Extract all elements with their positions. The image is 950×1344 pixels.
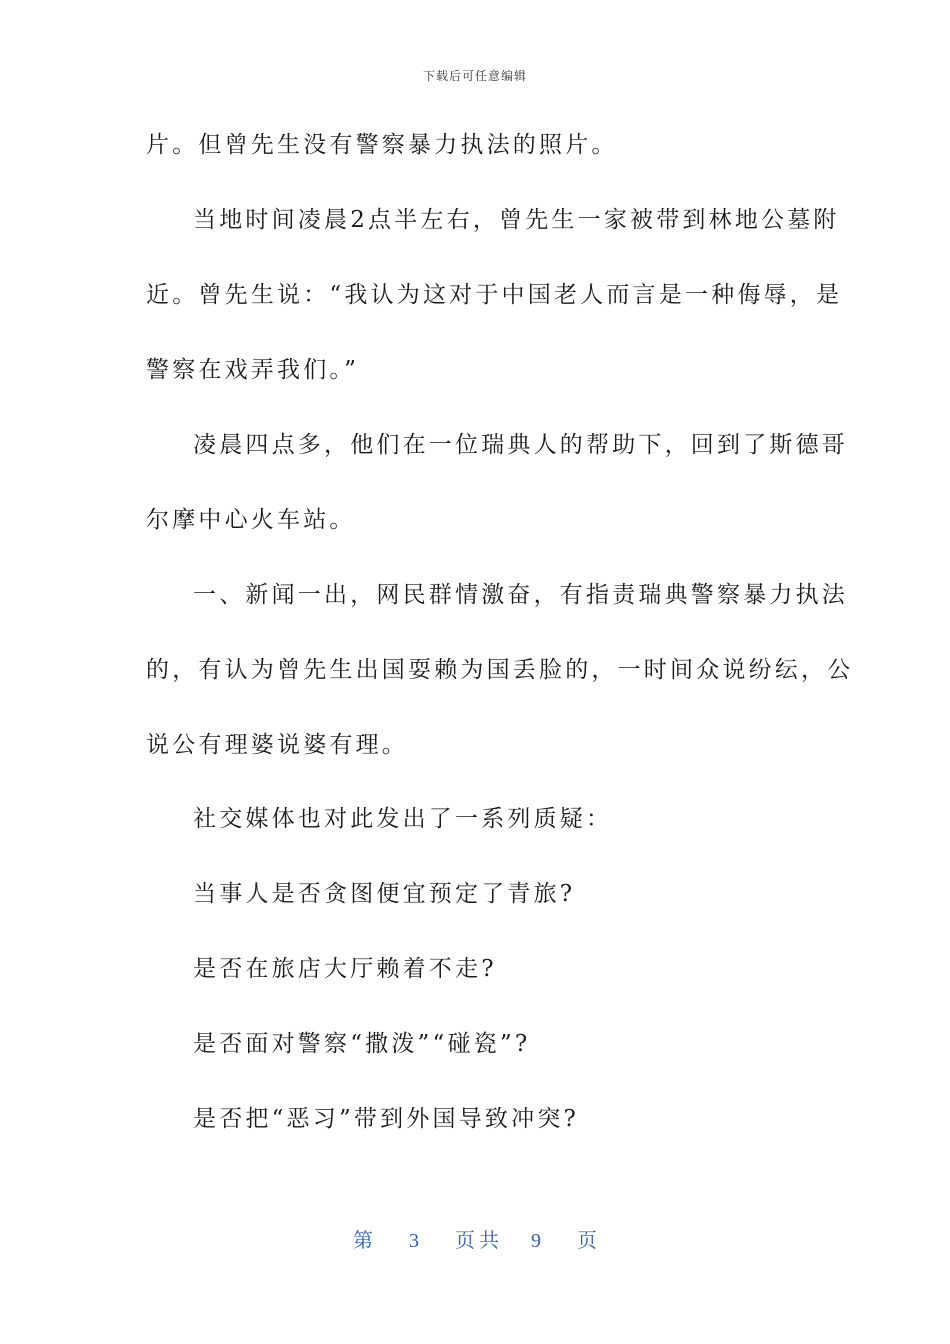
paragraph-line: 说公有理婆说婆有理。	[146, 732, 408, 758]
paragraph-line: 近。曾先生说：“我认为这对于中国老人而言是一种侮辱，是	[146, 282, 843, 308]
header-note: 下载后可任意编辑	[422, 69, 527, 83]
paragraph-line: 社交媒体也对此发出了一系列质疑：	[193, 806, 613, 832]
paragraph-line: 片。但曾先生没有警察暴力执法的照片。	[146, 132, 618, 158]
page-suffix: 页	[577, 1230, 597, 1252]
paragraph-line: 一、新闻一出，网民群情激奋，有指责瑞典警察暴力执法	[193, 582, 848, 608]
paragraph-line: 尔摩中心火车站。	[146, 507, 356, 533]
page-prefix: 第	[353, 1230, 373, 1252]
paragraph-line: 是否面对警察“撒泼”“碰瓷”?	[193, 1031, 531, 1057]
paragraph-line: 当地时间凌晨2点半左右，曾先生一家被带到林地公墓附	[193, 207, 840, 233]
paragraph-line: 当事人是否贪图便宜预定了青旅?	[193, 881, 576, 907]
paragraph-line: 是否把“恶习”带到外国导致冲突?	[193, 1106, 580, 1132]
page-number-footer	[0, 1224, 950, 1253]
paragraph-line: 是否在旅店大厅赖着不走?	[193, 956, 497, 982]
total-pages-number: 9	[531, 1230, 541, 1252]
paragraph-line: 凌晨四点多，他们在一位瑞典人的帮助下，回到了斯德哥	[193, 432, 848, 458]
page-mid-text: 页共	[455, 1230, 503, 1252]
current-page-number: 3	[409, 1230, 419, 1252]
paragraph-line: 警察在戏弄我们。”	[146, 357, 360, 383]
paragraph-line: 的，有认为曾先生出国耍赖为国丢脸的，一时间众说纷纭，公	[146, 657, 854, 683]
